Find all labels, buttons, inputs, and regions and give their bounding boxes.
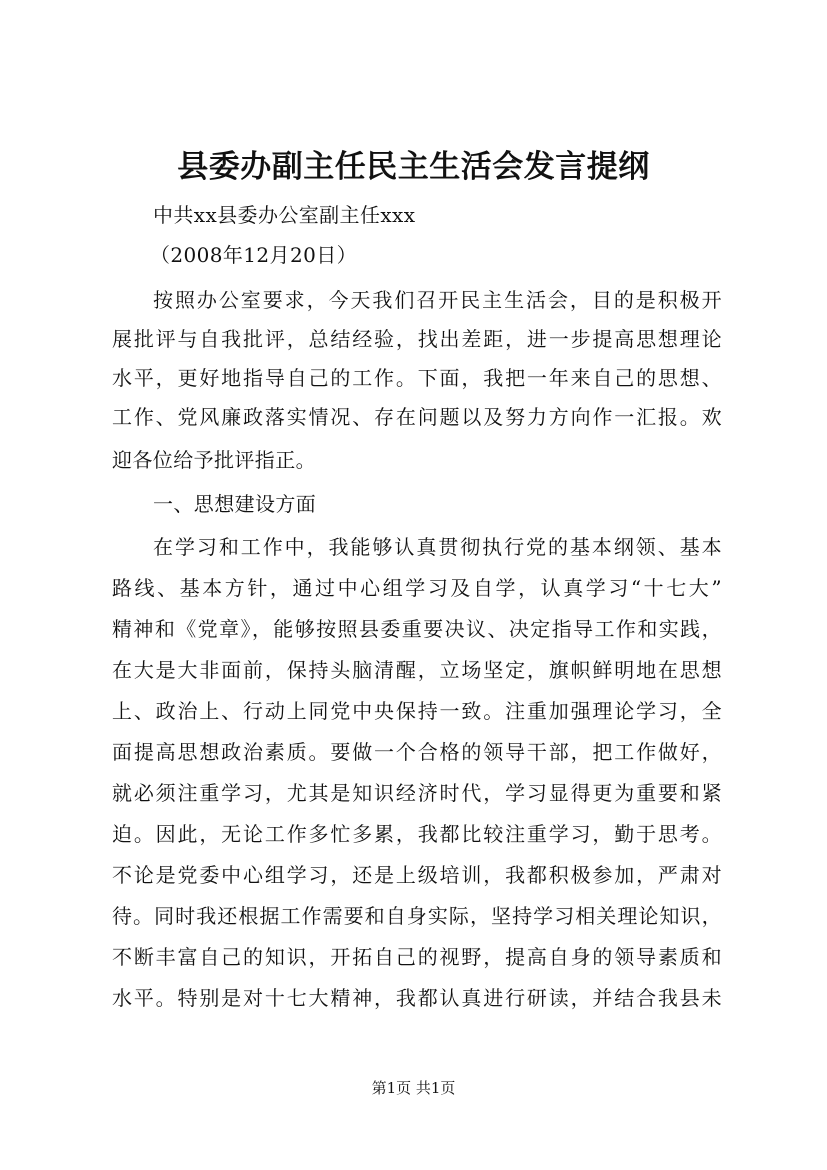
intro-line: 水平，更好地指导自己的工作。下面，我把一年来自己的思想、 [112, 366, 722, 390]
body-line: 迫。因此，无论工作多忙多累，我都比较注重学习，勤于思考。 [112, 822, 722, 846]
body-line: 精神和《党章》，能够按照县委重要决议、决定指导工作和实践， [112, 617, 722, 641]
body-line: 不论是党委中心组学习，还是上级培训，我都积极参加，严肃对 [112, 863, 722, 887]
body-line: 在大是大非面前，保持头脑清醒，立场坚定，旗帜鲜明地在思想 [112, 658, 722, 682]
body-line: 面提高思想政治素质。要做一个合格的领导干部，把工作做好， [112, 740, 722, 764]
intro-line: 工作、党风廉政落实情况、存在问题以及努力方向作一汇报。欢 [112, 405, 722, 429]
intro-line: 迎各位给予批评指正。 [112, 448, 316, 472]
body-line: 就必须注重学习，尤其是知识经济时代，学习显得更为重要和紧 [112, 781, 722, 805]
author-line: 中共xx县委办公室副主任xxx [153, 203, 416, 227]
body-line: 待。同时我还根据工作需要和自身实际，坚持学习相关理论知识， [112, 904, 722, 928]
body-line: 上、政治上、行动上同党中央保持一致。注重加强理论学习，全 [112, 699, 722, 723]
section-heading: 一、思想建设方面 [153, 492, 317, 516]
body-line: 水平。特别是对十七大精神，我都认真进行研读，并结合我县未 [112, 986, 722, 1010]
body-line: 在学习和工作中，我能够认真贯彻执行党的基本纲领、基本 [153, 535, 722, 559]
date-line: （2008年12月20日） [150, 243, 357, 267]
page-number: 第1页 共1页 [371, 1079, 456, 1097]
body-line: 不断丰富自己的知识，开拓自己的视野，提高自身的领导素质和 [112, 945, 722, 969]
body-line: 路线、基本方针，通过中心组学习及自学，认真学习“十七大” [112, 576, 722, 600]
intro-line: 按照办公室要求，今天我们召开民主生活会，目的是积极开 [153, 288, 722, 312]
intro-line: 展批评与自我批评，总结经验，找出差距，进一步提高思想理论 [112, 327, 722, 351]
document-title: 县委办副主任民主生活会发言提纲 [177, 149, 650, 185]
